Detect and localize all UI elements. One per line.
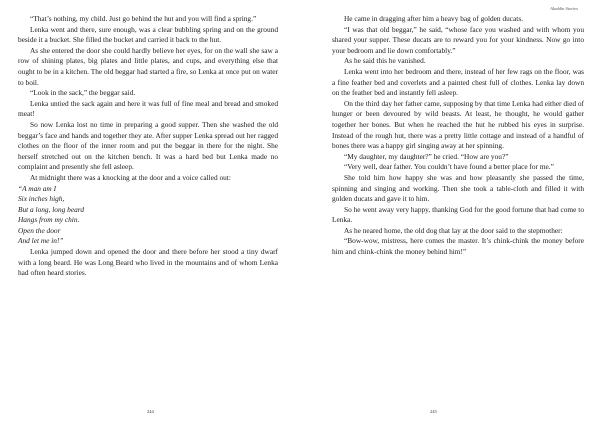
paragraph: As he said this he vanished. bbox=[344, 56, 426, 66]
paragraph: On the third day her father came, supposing by that time Lenka had either died of hunger or been devoured by wild beasts. At least, he thought, he would gather together her bones. But when he reached the hut he rubbed his eyes in surprise. Instead of the rough hut, there was a pretty little cottage and instead of a handful of bones there was a happy girl singing away at her spinning. bbox=[332, 98, 584, 151]
verse-line: Hangs from my chin. bbox=[18, 215, 80, 225]
verse-line: And let me in!” bbox=[18, 236, 64, 246]
paragraph: She told him how happy she was and how pleasantly she passed the time, spinning and singing and working. Then she took a table-cloth and filled it with golden ducats and gave it to him. bbox=[332, 172, 584, 204]
paragraph: “Look in the sack,” the beggar said. bbox=[30, 88, 136, 98]
verse-line: Six inches high, bbox=[18, 194, 65, 204]
page-number: 244 bbox=[147, 409, 154, 414]
verse-line: “A man am I bbox=[18, 183, 57, 193]
paragraph: “My daughter, my daughter?” he cried. “How are you?” bbox=[344, 151, 509, 161]
paragraph: As she entered the door she could hardly believe her eyes, for on the wall she saw a row of shining plates, big plates and little plates, and cups, and everything else that ought to be in a kitchen. The old beggar had started a fire, so Lenka at once put on water to boil. bbox=[18, 45, 278, 87]
paragraph: Lenka went and there, sure enough, was a clear bubbling spring and on the ground beside it a bucket. She filled the bucket and carried it back to the hut. bbox=[18, 24, 278, 45]
paragraph: So now Lenka lost no time in preparing a good supper. Then she washed the old beggar’s face and hands and together they ate. After supper Lenka spread out her ragged clothes on the floor of the inner room and put the beggar in there for the night. She herself stretched out on the kitchen bench. It was a hard bed but Lenka made no complaint and presently she fell asleep. bbox=[18, 119, 278, 172]
running-head: Aladdin Stories bbox=[550, 6, 578, 11]
verse-block bbox=[18, 184, 278, 248]
right-page-text bbox=[332, 14, 584, 258]
paragraph: Lenka untied the sack again and here it was full of fine meal and bread and smoked meat! bbox=[18, 98, 278, 119]
paragraph: So he went away very happy, thanking God for the good fortune that had come to Lenka. bbox=[332, 204, 584, 225]
verse-line: Open the door bbox=[18, 225, 61, 235]
paragraph: He came in dragging after him a heavy bag of golden ducats. bbox=[344, 14, 524, 23]
paragraph: “I was that old beggar,” he said, “whose face you washed and with whom you shared your supper. These ducats are to reward you for your kindness. Now go into your bedroom and lie down comfortably.” bbox=[332, 24, 584, 55]
paragraph: As he neared home, the old dog that lay at the door said to the stepmother: bbox=[344, 225, 563, 235]
paragraph: Lenka jumped down and opened the door and there before her stood a tiny dwarf with a long beard. He was Long Beard who lived in the mountains and of whom Lenka had often heard stories. bbox=[18, 247, 278, 278]
paragraph: “That’s nothing, my child. Just go behind the hut and you will find a spring.” bbox=[30, 14, 257, 23]
left-page-text bbox=[18, 14, 278, 279]
right-page bbox=[300, 0, 600, 424]
paragraph: At midnight there was a knocking at the door and a voice called out: bbox=[30, 172, 231, 182]
paragraph: Lenka went into her bedroom and there, instead of her few rags on the floor, was a fine feather bed and coverlets and a painted chest full of clothes. Lenka lay down on the feather bed and instantly fell asleep. bbox=[332, 66, 584, 98]
page-number: 245 bbox=[430, 409, 437, 414]
paragraph: “Bow-wow, mistress, here comes the master. It’s chink-chink the money before him and chink-chink the money behind him!” bbox=[332, 236, 584, 257]
paragraph: “Very well, dear father. You couldn’t have found a better place for me.” bbox=[344, 162, 554, 172]
verse-line: But a long, long beard bbox=[18, 204, 85, 214]
